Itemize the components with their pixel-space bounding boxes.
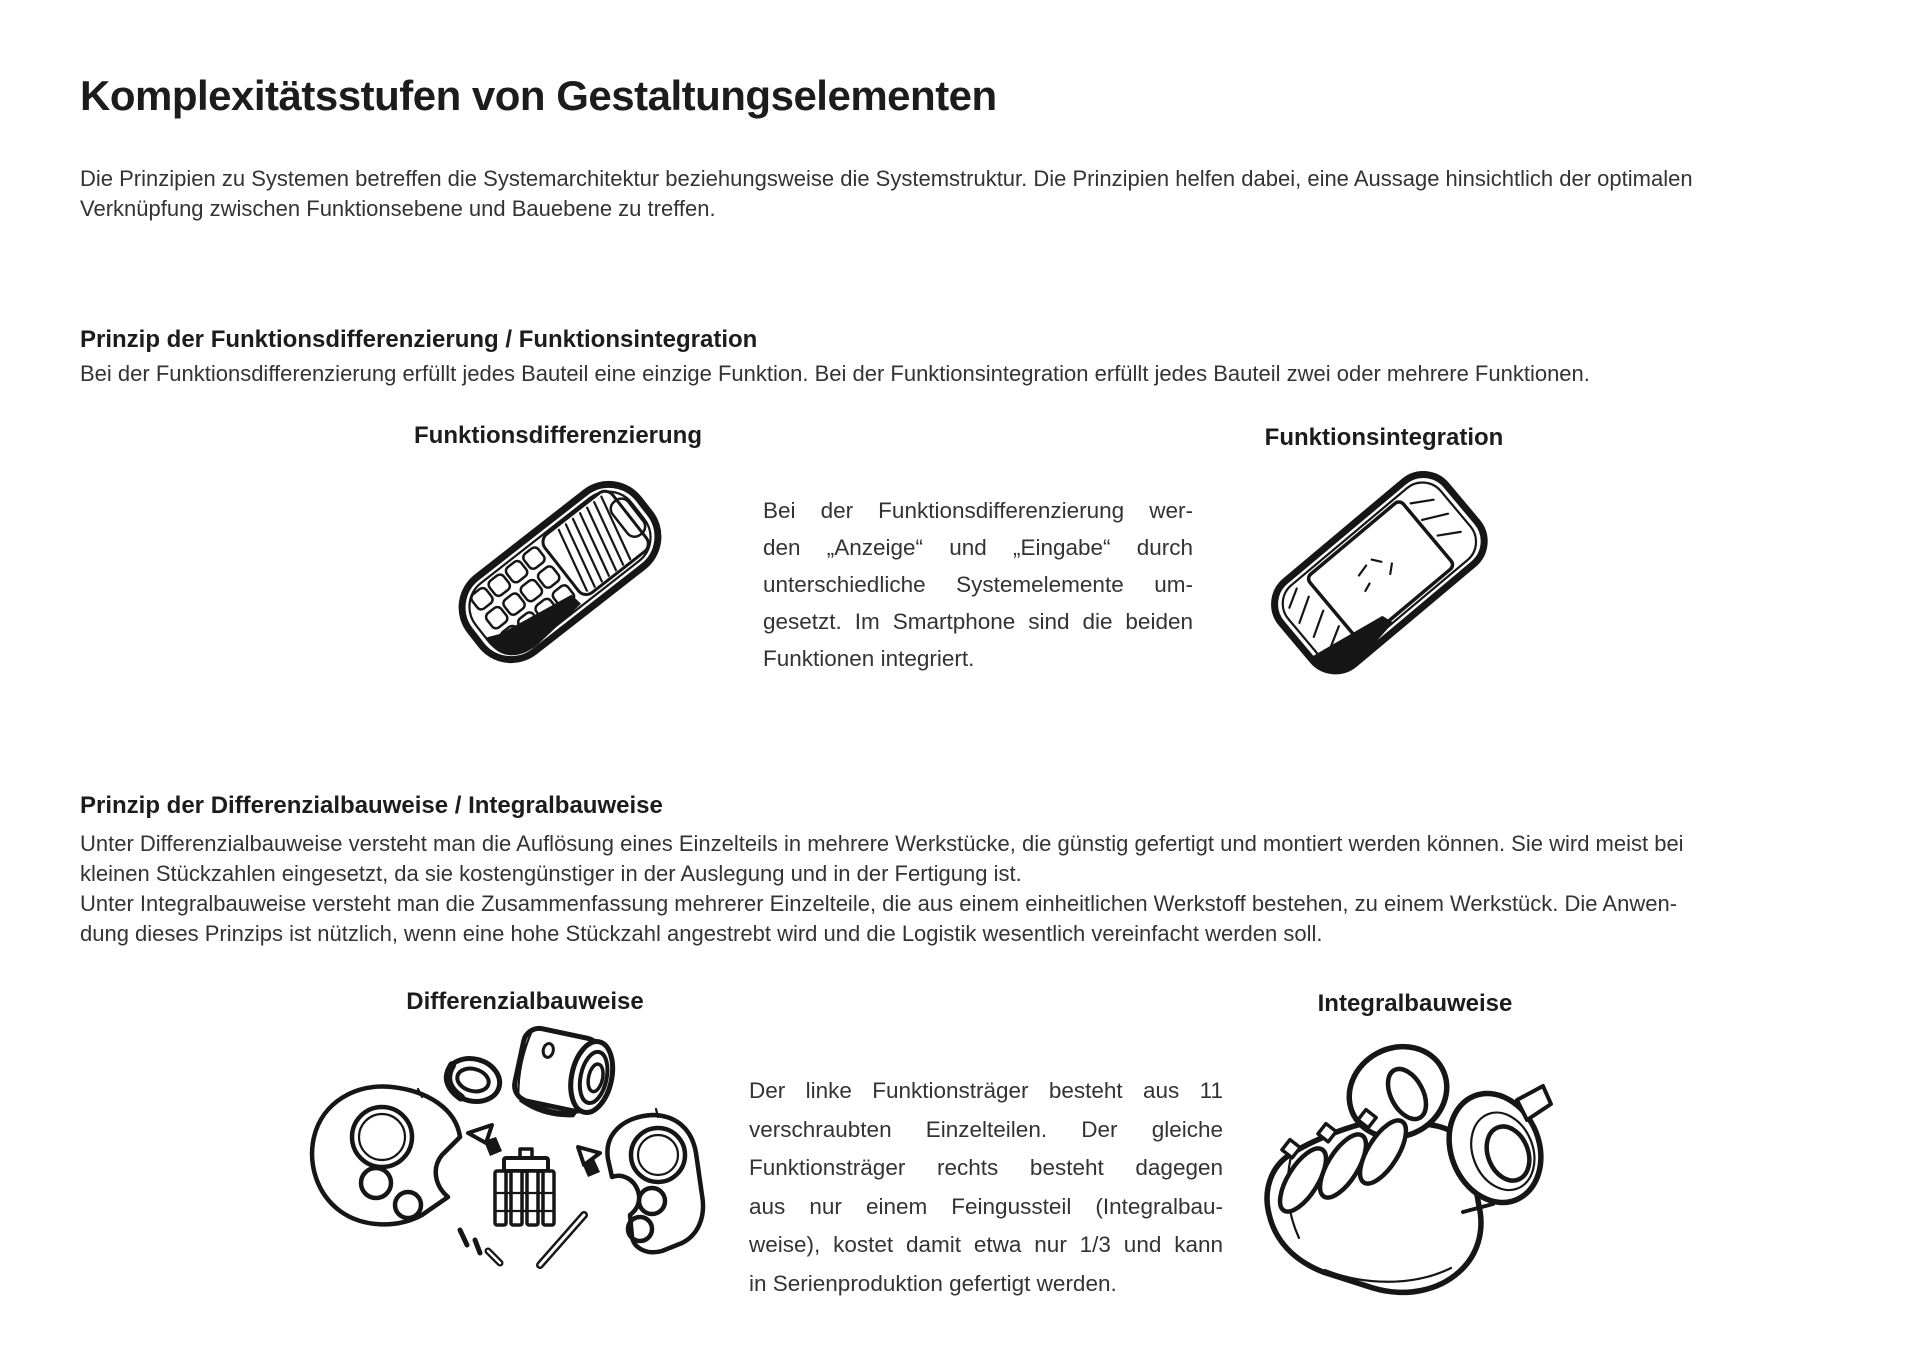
caption-funktion: [763, 492, 1193, 677]
text-line: Unter Integralbauweise versteht man die Zusammenfassung mehrerer Einzelteile, die aus einem einheitlichen Werkstoff bestehen, zu einem Werkstück. Die Anwen-: [80, 891, 1678, 916]
section-heading-bauweise: Prinzip der Differenzialbauweise / Integralbauweise: [80, 792, 663, 819]
text-line: unterschiedliche Systemelemente um-: [763, 572, 1193, 597]
label-funktionsdifferenzierung: Funktionsdifferenzierung: [414, 422, 702, 449]
text-line: Funktionsträger rechts besteht dagegen: [749, 1155, 1223, 1180]
exploded-assembly-icon: [300, 1025, 710, 1275]
smartphone-icon: [1262, 462, 1497, 684]
text-line: gesetzt. Im Smartphone sind die beiden: [763, 609, 1193, 634]
text-line: aus nur einem Feingussteil (Integralbau-: [749, 1193, 1223, 1219]
text-line: Bei der Funktionsdifferenzierung erfüllt jedes Bauteil eine einzige Funktion. Bei der Funktionsintegration erfüllt jedes Bauteil zwei oder mehrere Funktionen.: [80, 361, 1590, 386]
text-line: Bei der Funktionsdifferenzierung wer-: [763, 498, 1193, 523]
exploded-assembly-illustration: [300, 1025, 710, 1275]
text-line: weise), kostet damit etwa nur 1/3 und kann: [749, 1232, 1223, 1257]
section-heading-funktion: Prinzip der Funktionsdifferenzierung / Funktionsintegration: [80, 326, 758, 353]
text-line: den „Anzeige“ und „Eingabe“ durch: [763, 535, 1193, 560]
keypad-mobile-phone-icon: [445, 466, 675, 678]
integral-cast-part-illustration: [1255, 1042, 1555, 1302]
text-line: Verknüpfung zwischen Funktionsebene und Bauebene zu treffen.: [80, 196, 716, 221]
section-body-funktion: [80, 359, 1590, 389]
caption-bauweise: [749, 1072, 1223, 1303]
label-funktionsintegration: Funktionsintegration: [1264, 424, 1504, 451]
text-line: dung dieses Prinzips ist nützlich, wenn eine hohe Stückzahl angestrebt wird und die Logistik wesentlich vereinfacht werden soll.: [80, 921, 1323, 946]
intro-paragraph: [80, 164, 1693, 224]
text-line: kleinen Stückzahlen eingesetzt, da sie kostengünstiger in der Auslegung und in der Fertigung ist.: [80, 861, 1022, 886]
text-line: verschraubten Einzelteilen. Der gleiche: [749, 1116, 1223, 1142]
section-body-bauweise: [80, 829, 1684, 949]
label-differenzialbauweise: Differenzialbauweise: [406, 988, 644, 1015]
label-integralbauweise: Integralbauweise: [1317, 990, 1513, 1017]
text-line: Der linke Funktionsträger besteht aus 11: [749, 1078, 1223, 1103]
smartphone-illustration: [1262, 462, 1497, 684]
text-line: Die Prinzipien zu Systemen betreffen die Systemarchitektur beziehungsweise die Systemstruktur. Die Prinzipien helfen dabei, eine Aussage hinsichtlich der optimalen: [80, 166, 1693, 191]
integral-cast-part-icon: [1255, 1042, 1555, 1302]
keypad-mobile-phone-illustration: [445, 466, 675, 678]
text-line: Unter Differenzialbauweise versteht man die Auflösung eines Einzelteils in mehrere Werkstücke, die günstig gefertigt und montiert werden können. Sie wird meist bei: [80, 831, 1684, 856]
text-line: in Serienproduktion gefertigt werden.: [749, 1270, 1117, 1296]
page-title: Komplexitätsstufen von Gestaltungselementen: [80, 72, 997, 119]
text-line: Funktionen integriert.: [763, 646, 975, 671]
